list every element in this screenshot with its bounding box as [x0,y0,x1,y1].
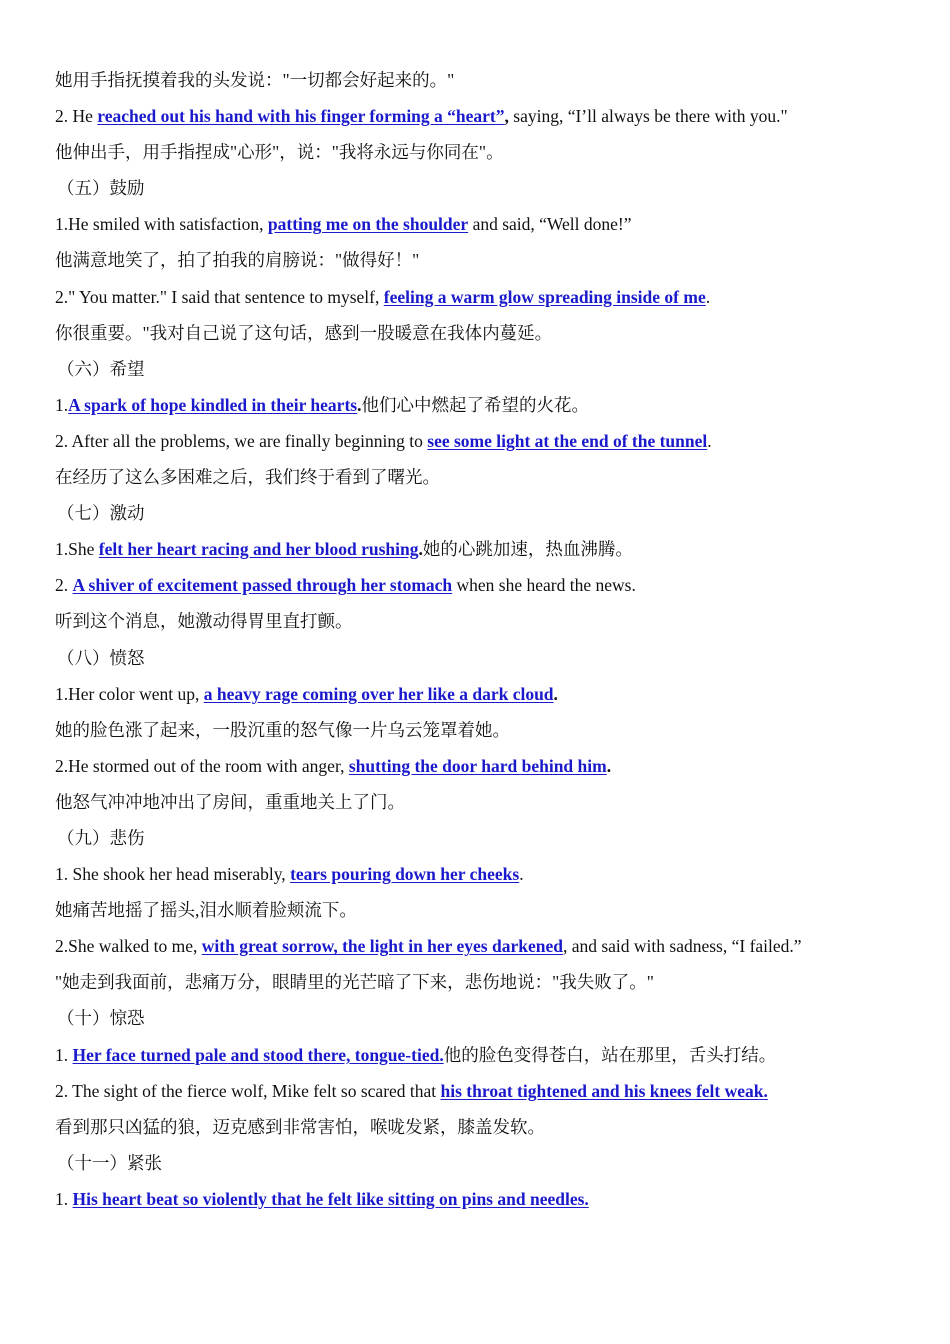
text-line [55,1109,925,1145]
highlighted-phrase: A shiver of excitement passed through her stomach [72,575,453,596]
text-segment: 她痛苦地摇了摇头,泪水顺着脸颊流下。 [55,900,357,921]
text-line [55,1037,925,1073]
text-line [55,567,925,603]
text-line [55,1181,925,1217]
text-segment: 她的脸色涨了起来，一股沉重的怒气像一片乌云笼罩着她。 [55,719,510,740]
text-segment: saying, “I’ll always be there with you." [513,106,788,127]
text-segment: 1. [55,394,69,415]
text-segment: . [357,394,362,415]
text-segment: and said, “Well done!” [468,214,632,235]
text-segment: "她走到我面前，悲痛万分，眼睛里的光芒暗了下来，悲伤地说："我失败了。" [55,972,654,993]
text-segment: 2. After all the problems, we are finally beginning to [55,430,428,451]
text-segment: 他怒气冲冲地冲出了房间，重重地关上了门。 [55,791,405,812]
text-segment: 他的脸色变得苍白，站在那里，舌头打结。 [443,1044,777,1065]
text-line [55,134,925,170]
text-segment: , [504,106,514,127]
text-segment: 他们心中燃起了希望的火花。 [361,394,589,415]
section-heading [55,170,925,206]
text-segment: 你很重要。"我对自己说了这句话，感到一股暖意在我体内蔓延。 [55,322,553,343]
text-segment: （六）希望 [57,358,145,379]
highlighted-phrase: His heart beat so violently that he felt like sitting on pins and needles. [72,1188,589,1209]
highlighted-phrase: A spark of hope kindled in their hearts [68,394,358,415]
text-segment: . [606,755,612,776]
text-segment: when she heard the news. [452,575,636,596]
highlighted-phrase: his throat tightened and his knees felt weak. [440,1080,768,1101]
highlighted-phrase: feeling a warm glow spreading inside of me [383,286,706,307]
text-segment: 1.Her color went up, [55,683,204,704]
text-line [55,856,925,892]
text-line [55,892,925,928]
text-segment: 她用手指抚摸着我的头发说："一切都会好起来的。" [55,70,455,90]
text-line [55,676,925,712]
text-segment: 看到那只凶猛的狼，迈克感到非常害怕，喉咙发紧，膝盖发软。 [55,1116,545,1137]
highlighted-phrase: tears pouring down her cheeks [290,864,520,885]
text-segment: （八）愤怒 [57,647,145,668]
section-heading [55,1000,925,1036]
text-segment: . [553,683,558,704]
text-segment: 1. She shook her head miserably, [55,864,291,885]
text-segment: 1. [55,1188,73,1209]
section-heading [55,1145,925,1181]
text-line [55,748,925,784]
text-line [55,964,925,1000]
text-segment: 1.He smiled with satisfaction, [55,214,268,235]
highlighted-phrase: reached out his hand with his finger forming a “heart” [97,106,505,127]
highlighted-phrase: see some light at the end of the tunnel [427,430,708,451]
text-segment: . [705,286,711,307]
text-segment: . [707,430,712,451]
text-segment: 2. [55,575,73,596]
text-segment: 听到这个消息，她激动得胃里直打颤。 [55,611,353,632]
text-segment: 2.She walked to me, [55,936,202,957]
text-segment: . [418,539,423,560]
text-line [55,206,925,242]
text-line [55,928,925,964]
text-segment: 在经历了这么多困难之后，我们终于看到了曙光。 [55,467,440,488]
text-line [55,784,925,820]
text-segment: （七）激动 [57,503,145,524]
text-segment: 2. The sight of the fierce wolf, Mike felt so scared that [55,1080,441,1101]
text-segment: , and said with sadness, “I failed.” [562,936,802,957]
text-line [55,603,925,639]
text-line [55,62,925,98]
text-line [55,387,925,423]
text-segment: . [519,864,524,885]
text-segment: 他满意地笑了，拍了拍我的肩膀说："做得好！" [55,250,420,271]
text-line [55,1073,925,1109]
highlighted-phrase: patting me on the shoulder [267,214,469,235]
highlighted-phrase: a heavy rage coming over her like a dark cloud [203,683,554,704]
text-segment: 他伸出手，用手指捏成"心形"，说："我将永远与你同在"。 [55,142,504,163]
text-segment: （十一）紧张 [57,1152,162,1173]
section-heading [55,820,925,856]
highlighted-phrase: Her face turned pale and stood there, tongue-tied. [72,1044,444,1065]
highlighted-phrase: felt her heart racing and her blood rushing [98,539,419,560]
text-segment: 2. He [55,106,98,127]
text-line [55,423,925,459]
text-segment: 1. [55,1044,73,1065]
text-line [55,98,925,134]
text-segment: 2." You matter." I said that sentence to myself, [55,286,384,307]
highlighted-phrase: shutting the door hard behind him [348,755,607,776]
text-line [55,242,925,278]
section-heading [55,351,925,387]
text-line [55,315,925,351]
text-segment: 2.He stormed out of the room with anger, [55,755,349,776]
text-line [55,279,925,315]
section-heading [55,640,925,676]
text-segment: 1.She [55,539,99,560]
text-line [55,459,925,495]
text-segment: （九）悲伤 [57,827,145,848]
text-segment: 她的心跳加速，热血沸腾。 [422,539,633,560]
highlighted-phrase: with great sorrow, the light in her eyes darkened [201,936,563,957]
text-segment: （五）鼓励 [57,178,145,199]
text-line [55,531,925,567]
text-segment: （十）惊恐 [57,1008,145,1029]
text-line [55,712,925,748]
document-page [55,62,925,1217]
section-heading [55,495,925,531]
